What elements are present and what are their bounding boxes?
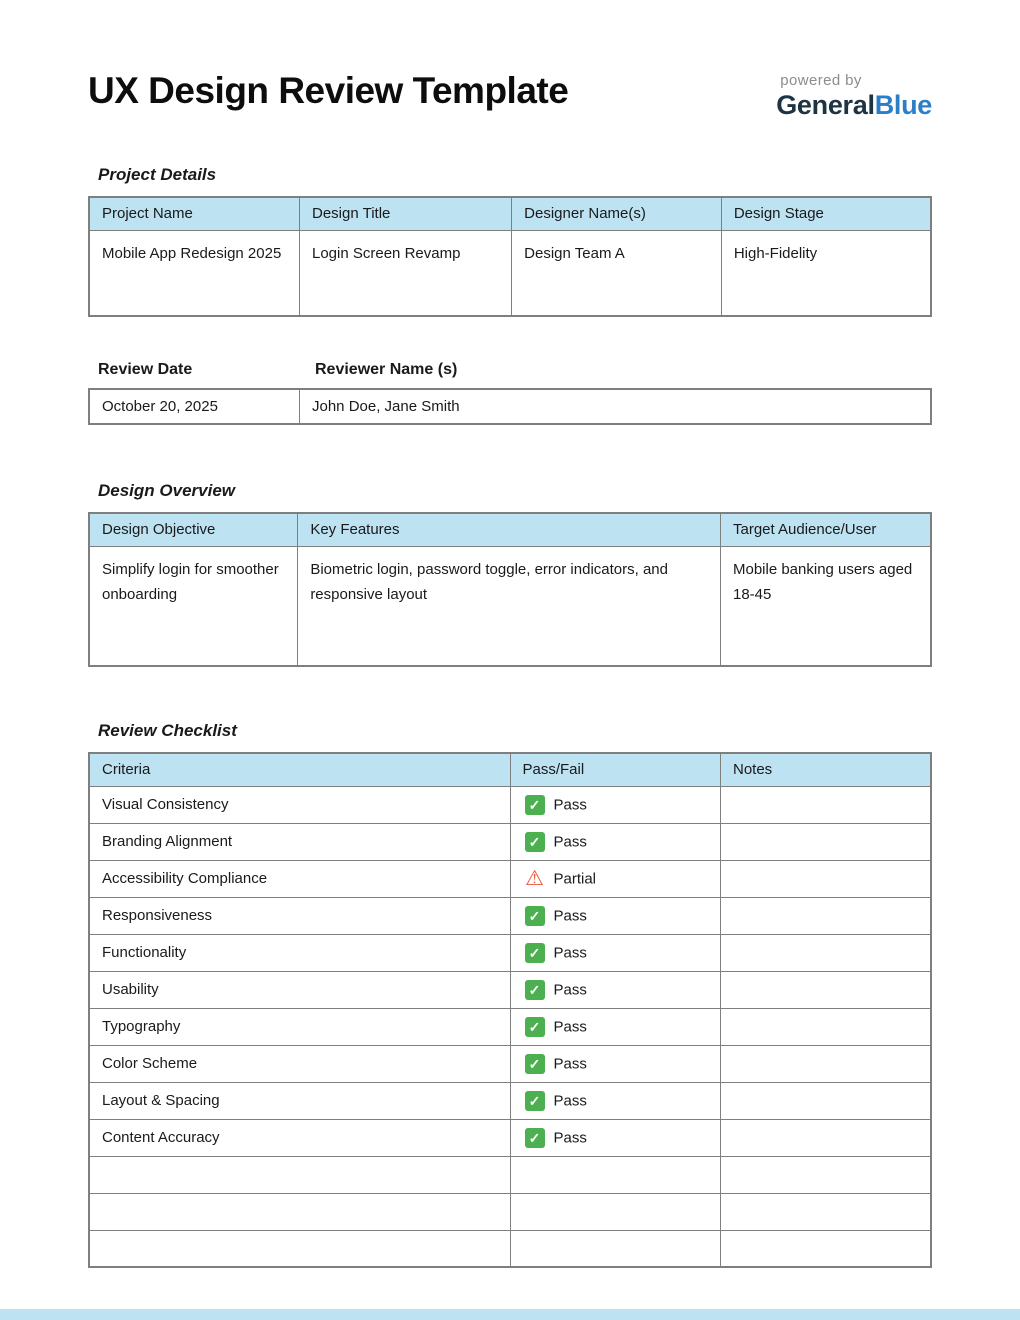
warning-icon[interactable] (525, 869, 545, 889)
design-title-cell[interactable]: Login Screen Revamp (300, 230, 512, 316)
criteria-cell: Typography (89, 1008, 510, 1045)
status-cell (510, 1008, 721, 1045)
reviewer-name-label: Reviewer Name (s) (315, 361, 458, 378)
col-header-key-features: Key Features (298, 513, 721, 546)
check-icon[interactable] (525, 795, 545, 815)
design-overview-table (88, 512, 932, 667)
col-header-pass-fail: Pass/Fail (510, 753, 721, 786)
notes-cell[interactable] (721, 823, 932, 860)
brand-logo (776, 72, 932, 121)
notes-cell[interactable] (721, 971, 932, 1008)
design-overview-header-row (89, 513, 931, 546)
project-details-header-row (89, 197, 931, 230)
checklist-row (89, 934, 931, 971)
checklist-row (89, 897, 931, 934)
status-label: Pass (553, 981, 587, 998)
col-header-design-title: Design Title (300, 197, 512, 230)
col-header-design-stage: Design Stage (721, 197, 931, 230)
status-cell (510, 971, 721, 1008)
criteria-cell: Functionality (89, 934, 510, 971)
check-icon[interactable] (525, 1017, 545, 1037)
criteria-cell: Color Scheme (89, 1045, 510, 1082)
footer-accent-bar (0, 1309, 1020, 1320)
check-icon[interactable] (525, 980, 545, 1000)
col-header-project-name: Project Name (89, 197, 300, 230)
status-cell (510, 1119, 721, 1156)
criteria-cell[interactable] (89, 1193, 510, 1230)
project-details-value-row (89, 230, 931, 316)
check-icon[interactable] (525, 943, 545, 963)
checklist-row (89, 1008, 931, 1045)
notes-cell[interactable] (721, 1119, 932, 1156)
checklist-row (89, 1045, 931, 1082)
status-label: Pass (553, 1055, 587, 1072)
brand-general: General (776, 90, 875, 120)
notes-cell[interactable] (721, 1156, 932, 1193)
status-label: Pass (553, 1018, 587, 1035)
status-cell[interactable] (510, 1230, 721, 1267)
status-cell (510, 1045, 721, 1082)
col-header-target-audience: Target Audience/User (720, 513, 931, 546)
project-name-cell[interactable]: Mobile App Redesign 2025 (89, 230, 300, 316)
checklist-empty-row (89, 1156, 931, 1193)
brand-blue: Blue (874, 90, 932, 120)
checklist-row (89, 786, 931, 823)
page-title: UX Design Review Template (88, 70, 569, 111)
criteria-cell: Visual Consistency (89, 786, 510, 823)
checklist-empty-row (89, 1230, 931, 1267)
checklist-row (89, 1082, 931, 1119)
status-label: Pass (553, 907, 587, 924)
notes-cell[interactable] (721, 1230, 932, 1267)
status-cell (510, 934, 721, 971)
review-date-cell[interactable]: October 20, 2025 (89, 389, 300, 424)
target-audience-cell[interactable]: Mobile banking users aged 18-45 (720, 546, 931, 666)
criteria-cell: Accessibility Compliance (89, 860, 510, 897)
criteria-cell: Usability (89, 971, 510, 1008)
notes-cell[interactable] (721, 1045, 932, 1082)
section-heading-project-details: Project Details (98, 165, 217, 184)
design-stage-cell[interactable]: High-Fidelity (721, 230, 931, 316)
reviewer-name-cell[interactable]: John Doe, Jane Smith (300, 389, 932, 424)
criteria-cell: Branding Alignment (89, 823, 510, 860)
col-header-design-objective: Design Objective (89, 513, 298, 546)
review-info-table (88, 388, 932, 425)
col-header-notes: Notes (721, 753, 932, 786)
check-icon[interactable] (525, 906, 545, 926)
project-details-table (88, 196, 932, 317)
key-features-cell[interactable]: Biometric login, password toggle, error indicators, and responsive layout (298, 546, 721, 666)
notes-cell[interactable] (721, 1193, 932, 1230)
criteria-cell[interactable] (89, 1230, 510, 1267)
check-icon[interactable] (525, 832, 545, 852)
checklist-row (89, 860, 931, 897)
notes-cell[interactable] (721, 786, 932, 823)
status-label: Pass (553, 1092, 587, 1109)
criteria-cell[interactable] (89, 1156, 510, 1193)
section-heading-design-overview: Design Overview (98, 481, 236, 500)
status-cell (510, 897, 721, 934)
status-label: Pass (553, 796, 587, 813)
status-label: Partial (553, 870, 597, 887)
design-overview-value-row (89, 546, 931, 666)
check-icon[interactable] (525, 1091, 545, 1111)
checklist-header-row (89, 753, 931, 786)
checklist-row (89, 823, 931, 860)
notes-cell[interactable] (721, 1008, 932, 1045)
checklist-row (89, 971, 931, 1008)
status-cell (510, 823, 721, 860)
status-label: Pass (553, 1129, 587, 1146)
status-cell (510, 860, 721, 897)
notes-cell[interactable] (721, 934, 932, 971)
criteria-cell: Content Accuracy (89, 1119, 510, 1156)
review-info-labels (88, 361, 932, 379)
check-icon[interactable] (525, 1054, 545, 1074)
status-label: Pass (553, 944, 587, 961)
design-objective-cell[interactable]: Simplify login for smoother onboarding (89, 546, 298, 666)
review-checklist-table (88, 752, 932, 1268)
status-cell (510, 1082, 721, 1119)
col-header-designer-name: Designer Name(s) (512, 197, 722, 230)
designer-name-cell[interactable]: Design Team A (512, 230, 722, 316)
brand-wordmark (776, 90, 932, 121)
notes-cell[interactable] (721, 1082, 932, 1119)
checklist-empty-row (89, 1193, 931, 1230)
criteria-cell: Layout & Spacing (89, 1082, 510, 1119)
status-cell[interactable] (510, 1193, 721, 1230)
col-header-criteria: Criteria (89, 753, 510, 786)
review-info-row (89, 389, 931, 424)
notes-cell[interactable] (721, 860, 932, 897)
section-heading-review-checklist: Review Checklist (98, 721, 237, 740)
checklist-row (89, 1119, 931, 1156)
criteria-cell: Responsiveness (89, 897, 510, 934)
status-cell (510, 786, 721, 823)
status-label: Pass (553, 833, 587, 850)
powered-by-label: powered by (780, 72, 862, 89)
review-date-label: Review Date (98, 361, 193, 378)
header (88, 70, 932, 121)
check-icon[interactable] (525, 1128, 545, 1148)
status-cell[interactable] (510, 1156, 721, 1193)
notes-cell[interactable] (721, 897, 932, 934)
